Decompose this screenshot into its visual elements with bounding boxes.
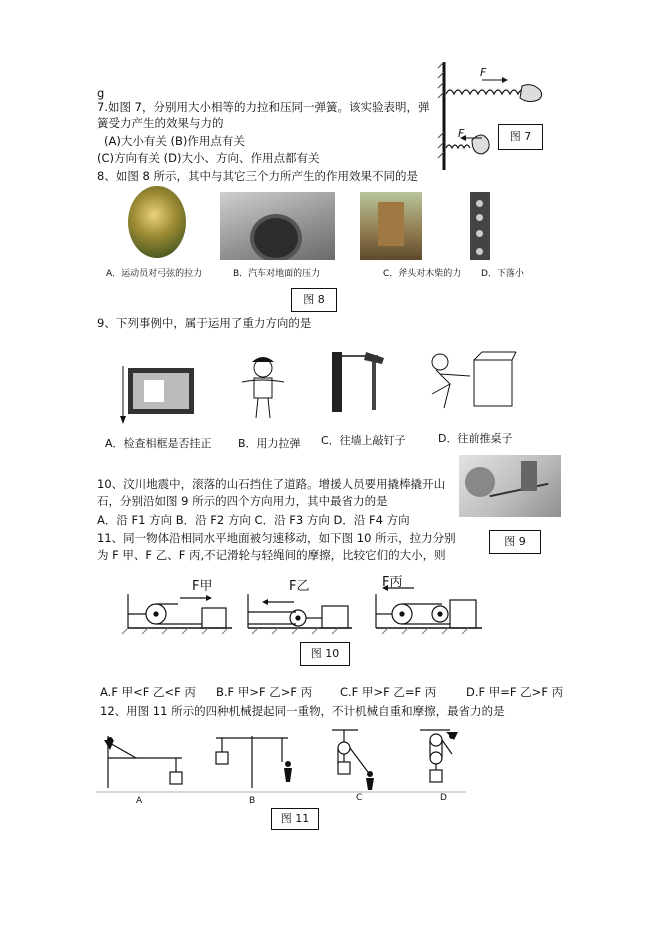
hammer-nail-wall-illustration xyxy=(322,352,388,414)
q11-stem-line2: 为 F 甲、F 乙、F 丙,不记滑轮与轻绳间的摩擦，比较它们的大小，则 xyxy=(97,548,446,562)
fig7-force-label-top: F xyxy=(480,66,487,79)
q7-stem-line2: 簧受力产生的效果与力的 xyxy=(97,116,224,130)
fig11-machines-illustration xyxy=(96,728,466,800)
q10-stem-line1: 10、汶川地震中，滚落的山石挡住了道路。增援人员要用撬棒撬开山 xyxy=(97,477,446,491)
fig11-caption-box: 图 11 xyxy=(271,808,319,830)
q8-stem: 8、如图 8 所示，其中与其它三个力所产生的作用效果不同的是 xyxy=(97,169,418,183)
axe-wood-photo xyxy=(360,192,422,260)
q11-option-a: A.F 甲<F 乙<F 丙 xyxy=(100,685,196,699)
push-table-boy-illustration xyxy=(426,350,518,414)
q11-stem-line1: 11、同一物体沿相同水平地面被匀速移动，如下图 10 所示，拉力分别 xyxy=(97,531,456,545)
q12-stem: 12、用图 11 所示的四种机械提起同一重物，不计机械自重和摩擦，最省力的是 xyxy=(100,704,505,718)
fig7-caption-box: 图 7 xyxy=(498,124,543,150)
fig7-force-label-bottom: F xyxy=(458,127,465,140)
q9-option-d: D．往前推桌子 xyxy=(438,432,513,445)
q11-option-d: D.F 甲=F 乙>F 丙 xyxy=(466,685,564,699)
fig8-caption-box: 图 8 xyxy=(291,288,337,312)
falling-ball-photo xyxy=(470,192,490,260)
archer-photo xyxy=(128,186,186,258)
stray-letter: g xyxy=(97,86,105,100)
fig9-caption-box: 图 9 xyxy=(489,530,541,554)
q9-option-c: C．往墙上敲钉子 xyxy=(321,434,406,447)
chest-expander-boy-illustration xyxy=(238,356,288,422)
q11-option-c: C.F 甲>F 乙=F 丙 xyxy=(340,685,437,699)
fig11-label-d: D xyxy=(440,793,447,803)
q8-option-d: D．下落小 xyxy=(481,269,524,279)
car-tire-photo xyxy=(220,192,335,260)
q11-option-b: B.F 甲>F 乙>F 丙 xyxy=(216,685,313,699)
picture-frame-plumb-illustration xyxy=(118,366,198,426)
fig11-label-a: A xyxy=(136,796,143,806)
fig10-force-bing: F丙 xyxy=(382,575,403,590)
q9-option-b: B．用力拉弹 xyxy=(238,437,301,450)
fig11-label-c: C xyxy=(356,793,363,803)
q7-stem-line1: 7.如图 7，分别用大小相等的力拉和压同一弹簧。该实验表明，弹 xyxy=(97,100,430,114)
fig10-caption-box: 图 10 xyxy=(300,642,350,666)
fig11-label-b: B xyxy=(249,796,256,806)
q8-option-b: B．汽车对地面的压力 xyxy=(233,269,321,279)
q10-stem-line2: 石，分别沿如图 9 所示的四个方向用力，其中最省力的是 xyxy=(97,494,388,508)
fig9-crowbar-photo xyxy=(459,455,561,517)
q8-option-a: A．运动员对弓弦的拉力 xyxy=(106,269,203,279)
q9-stem: 9、下列事例中，属于运用了重力方向的是 xyxy=(97,316,312,330)
q9-option-a: A．检查相框是否挂正 xyxy=(105,437,212,450)
fig7-spring-illustration xyxy=(430,62,550,172)
q10-options: A．沿 F1 方向 B．沿 F2 方向 C．沿 F3 方向 D．沿 F4 方向 xyxy=(97,513,410,527)
fig10-force-jia: F甲 xyxy=(192,579,213,594)
q7-options-row1: (A)大小有关 (B)作用点有关 xyxy=(104,134,245,148)
q7-options-row2: (C)方向有关 (D)大小、方向、作用点都有关 xyxy=(97,151,320,165)
q8-option-c: C．斧头对木柴的力 xyxy=(383,269,462,279)
fig10-force-yi: F乙 xyxy=(289,579,310,594)
